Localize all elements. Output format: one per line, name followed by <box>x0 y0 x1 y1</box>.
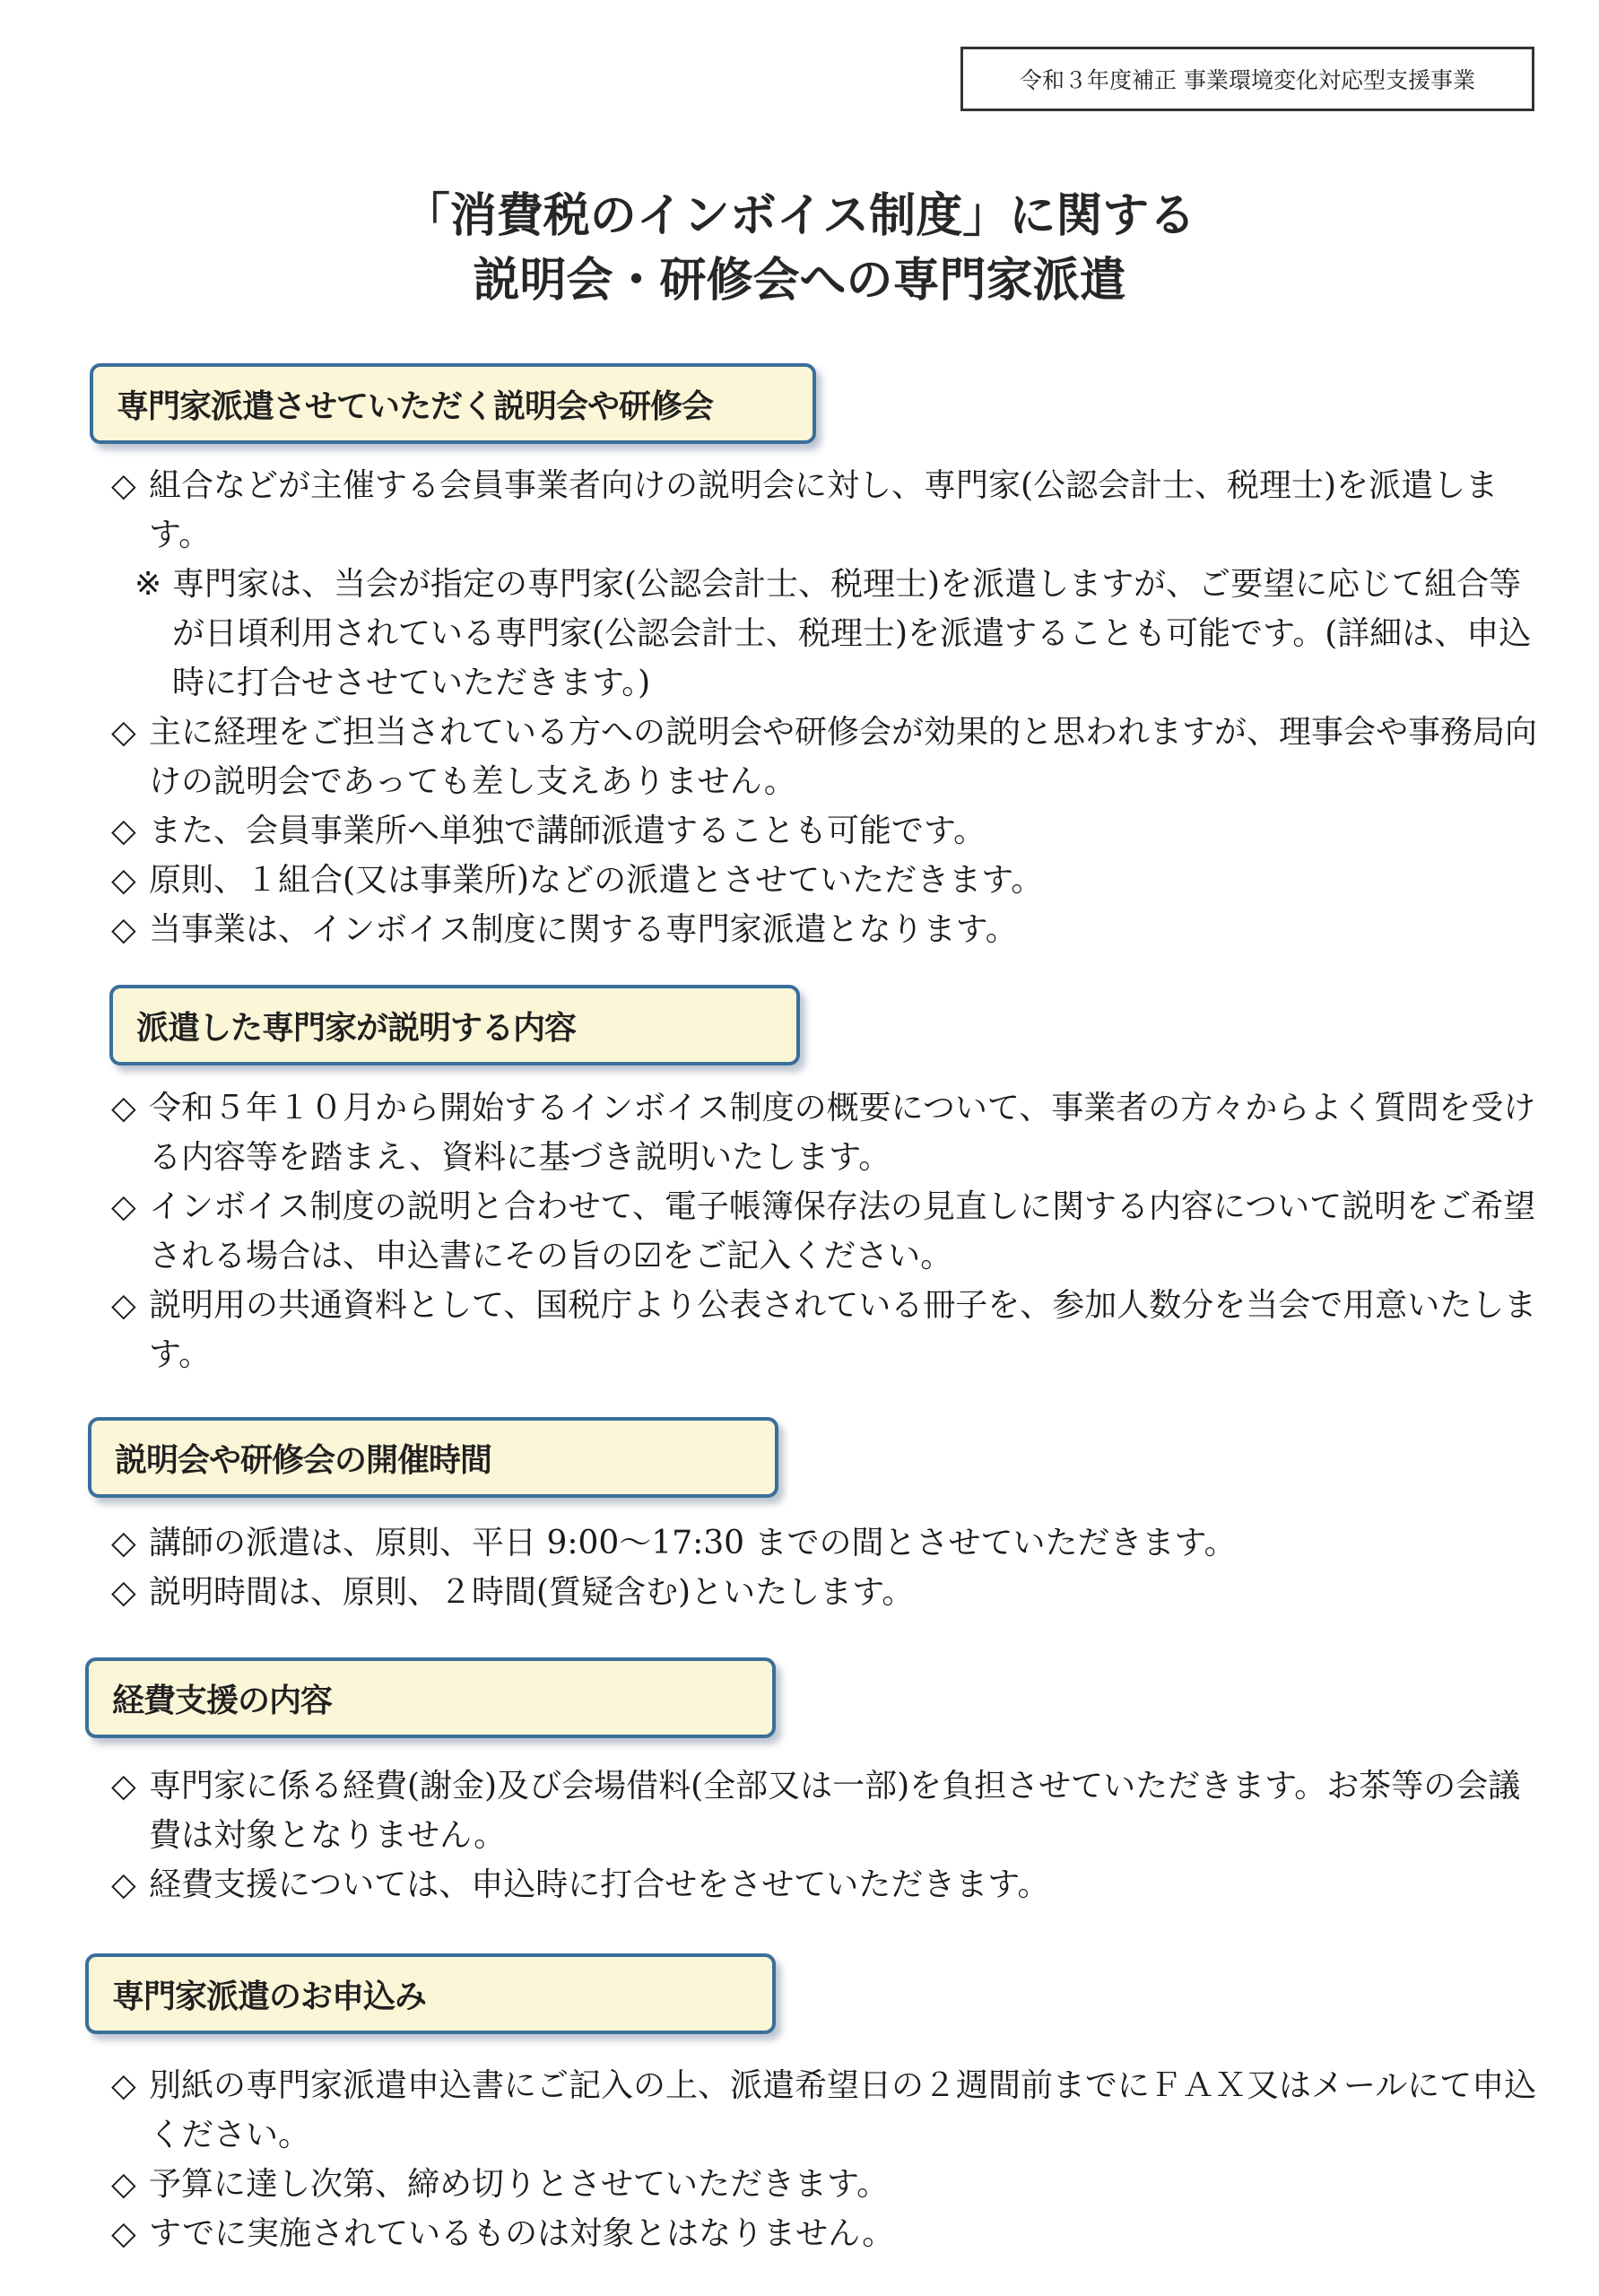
diamond-bullet-icon: ◇ <box>111 1768 136 1805</box>
section-heading-label: 専門家派遣させていただく説明会や研修会 <box>117 387 714 425</box>
diamond-bullet-icon: ◇ <box>111 1188 136 1225</box>
list-item: ◇ 予算に達し次第、締め切りとさせていただきます。 <box>111 2160 1546 2209</box>
section-body-application <box>111 2061 1546 2258</box>
list-item: ◇ 原則、１組合(又は事業所)などの派遣とさせていただきます。 <box>111 856 1546 905</box>
list-item: ◇ すでに実施されているものは対象とはなりません。 <box>111 2209 1546 2258</box>
list-item: ◇ 別紙の専門家派遣申込書にご記入の上、派遣希望日の２週間前までにＦＡＸ又はメールにて申込ください。 <box>111 2061 1546 2160</box>
section-heading-label: 説明会や研修会の開催時間 <box>115 1441 492 1479</box>
title-line-1: 「消費税のインボイス制度」に関する <box>403 189 1196 243</box>
section-body-expenses <box>111 1761 1546 1909</box>
list-item: ◇ 当事業は、インボイス制度に関する専門家派遣となります。 <box>111 905 1546 954</box>
diamond-bullet-icon: ◇ <box>111 2067 136 2104</box>
section-heading-label: 専門家派遣のお申込み <box>112 1978 427 2015</box>
list-item: ◇ 専門家に係る経費(謝金)及び会場借料(全部又は一部)を負担させていただきます。お茶等の会議費は対象となりません。 <box>111 1761 1546 1860</box>
diamond-bullet-icon: ◇ <box>111 862 136 899</box>
diamond-bullet-icon: ◇ <box>111 1287 136 1324</box>
diamond-bullet-icon: ◇ <box>111 2166 136 2203</box>
diamond-bullet-icon: ◇ <box>111 1866 136 1903</box>
section-heading-expenses <box>85 1657 776 1738</box>
diamond-bullet-icon: ◇ <box>111 1525 136 1561</box>
section-heading-label: 派遣した専門家が説明する内容 <box>136 1009 577 1047</box>
section-body-dispatch-events <box>111 461 1546 954</box>
section-heading-application <box>85 1953 776 2034</box>
list-item: ◇ また、会員事業所へ単独で講師派遣することも可能です。 <box>111 806 1546 856</box>
list-item: ◇ 説明時間は、原則、２時間(質疑含む)といたします。 <box>111 1568 1546 1617</box>
list-item: ◇ 経費支援については、申込時に打合せをさせていただきます。 <box>111 1860 1546 1909</box>
list-item: ◇ 令和５年１０月から開始するインボイス制度の概要について、事業者の方々からよく質問を受ける内容等を踏まえ、資料に基づき説明いたします。 <box>111 1083 1546 1182</box>
program-tag: 令和３年度補正 事業環境変化対応型支援事業 <box>960 47 1534 111</box>
reference-mark-icon: ※ <box>135 566 162 603</box>
list-item: ◇ インボイス制度の説明と合わせて、電子帳簿保存法の見直しに関する内容について説明をご希望される場合は、申込書にその旨の☑をご記入ください。 <box>111 1182 1546 1281</box>
diamond-bullet-icon: ◇ <box>111 911 136 948</box>
section-heading-hours <box>88 1417 778 1498</box>
section-body-hours <box>111 1518 1546 1617</box>
diamond-bullet-icon: ◇ <box>111 714 136 751</box>
section-heading-dispatch-events <box>90 363 816 444</box>
list-item: ◇ 組合などが主催する会員事業者向けの説明会に対し、専門家(公認会計士、税理士)を派遣します。 <box>111 461 1546 560</box>
section-body-content <box>111 1083 1546 1379</box>
diamond-bullet-icon: ◇ <box>111 467 136 504</box>
title-line-2: 説明会・研修会への専門家派遣 <box>473 254 1126 308</box>
list-item: ◇ 説明用の共通資料として、国税庁より公表されている冊子を、参加人数分を当会で用意いたします。 <box>111 1281 1546 1379</box>
diamond-bullet-icon: ◇ <box>111 1574 136 1611</box>
diamond-bullet-icon: ◇ <box>111 813 136 849</box>
list-item: ◇ 主に経理をご担当されている方への説明会や研修会が効果的と思われますが、理事会や事務局向けの説明会であっても差し支えありません。 <box>111 708 1546 806</box>
section-heading-content <box>109 985 800 1065</box>
diamond-bullet-icon: ◇ <box>111 1090 136 1126</box>
section-heading-label: 経費支援の内容 <box>112 1682 333 1719</box>
diamond-bullet-icon: ◇ <box>111 2215 136 2252</box>
page-title <box>0 184 1599 313</box>
note-item: ※ 専門家は、当会が指定の専門家(公認会計士、税理士)を派遣しますが、ご要望に応じて組合等が日頃利用されている専門家(公認会計士、税理士)を派遣することも可能です。(詳細は、申込時に打合せさせていただきます。) <box>111 560 1546 708</box>
list-item: ◇ 講師の派遣は、原則、平日 9:00～17:30 までの間とさせていただきます。 <box>111 1518 1546 1568</box>
